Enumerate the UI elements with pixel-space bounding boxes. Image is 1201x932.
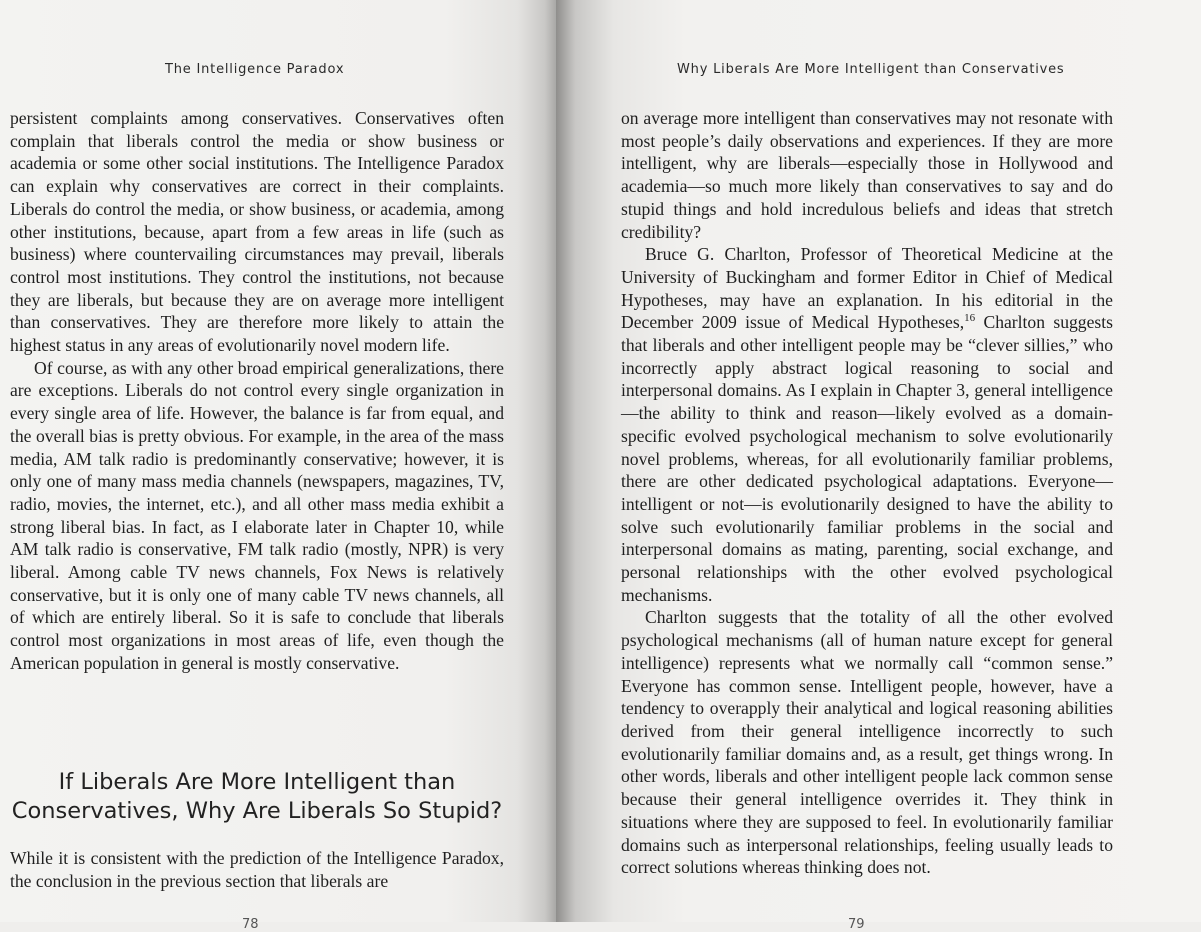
right-paragraph-3: Charlton suggests that the totality of all the other evolved psychological mechanisms (all of human nature except for general intelligence) represents what we normally call “common sense.” Everyone has common sense. Intelligent people, however, have a tendency to overapply their analytical and logical reasoning abilities derived from their general intelligence incorrectly to such evolutionarily familiar domains and, as a result, get things wrong. In other words, liberals and other intelligent people lack common sense because their general intelligence overrides it. They think in situations where they are supposed to feel. In evolutionarily familiar domains such as interpersonal relationships, feeling usually leads to correct solutions whereas thinking does not. (621, 607, 1113, 878)
running-head-left: The Intelligence Paradox (165, 62, 345, 77)
left-paragraph-3-text: While it is consistent with the prediction of the Intelligence Paradox, the conclusion in the previous section that liberals are (10, 848, 504, 891)
page-number-right: 79 (848, 917, 865, 932)
page-number-left: 78 (242, 917, 259, 932)
right-paragraph-2-part-a: Bruce G. Charlton, Professor of Theoretical Medicine at the University of Buckingham and former Editor in Chief of Medical Hypotheses, may have an explanation. In his editorial in the December 2009 issue of Medical Hypotheses, (621, 244, 1113, 333)
section-heading (10, 768, 504, 826)
left-paragraph-1: persistent complaints among conservatives. Conservatives often complain that liberals control the media or show business or academia or some other social institutions. The Intelligence Paradox can explain why conservatives are correct in their complaints. Liberals do control the media, or show business, or academia, among other institutions, because, apart from a few areas in life (such as business) where countervailing circumstances may prevail, liberals control most institutions. They control the institutions, not because they are liberals, but because they are on average more intelligent than conservatives. They are therefore more likely to attain the highest status in any areas of evolutionarily novel modern life. (10, 108, 504, 356)
right-paragraph-2-part-b: Charlton suggests that liberals and other intelligent people may be “clever sillies,” who incorrectly apply abstract logical reasoning to social and interpersonal domains. As I explain in Chapter 3, general intelligence—the ability to think and reason—likely evolved as a domain-specific evolved psychological mechanism to solve evolutionarily novel problems, whereas, for all evolutionarily familiar problems, there are other dedicated psychological adaptations. Everyone—intelligent or not—is evolutionarily designed to have the ability to solve such evolutionarily familiar problems in the social and interpersonal domains as mating, parenting, social exchange, and personal relationships with the other evolved psychological mechanisms. (621, 312, 1113, 605)
left-body-text (10, 107, 504, 675)
footnote-marker: 16 (964, 312, 976, 325)
right-body-text (621, 107, 1113, 879)
right-paragraph-2 (621, 243, 1113, 606)
section-heading-line-1: If Liberals Are More Intelligent than (58, 769, 456, 795)
left-page (0, 0, 556, 932)
right-paragraph-1: on average more intelligent than conservatives may not resonate with most people’s daily observations and experiences. If they are more intelligent, why are liberals—especially those in Hollywood and academia—so much more likely than conservatives to say and do stupid things and hold incredulous beliefs and ideas that stretch credibility? (621, 108, 1113, 242)
left-paragraph-2: Of course, as with any other broad empirical generalizations, there are exceptions. Liberals do not control every single organization in every single area of life. However, the balance is far from equal, and the overall bias is pretty obvious. For example, in the area of the mass media, AM talk radio is predominantly conservative; however, it is only one of many mass media channels (newspapers, magazines, TV, radio, movies, the internet, etc.), and all other mass media exhibit a strong liberal bias. In fact, as I elaborate later in Chapter 10, while AM talk radio is conservative, FM talk radio (mostly, NPR) is very liberal. Among cable TV news channels, Fox News is relatively conservative, but it is only one of many cable TV news channels, all of which are entirely liberal. So it is safe to conclude that liberals control most organizations in most areas of life, even though the American population in general is mostly conservative. (10, 357, 504, 673)
left-paragraph-3 (10, 847, 504, 892)
right-page (556, 0, 1201, 932)
section-heading-line-2: Conservatives, Why Are Liberals So Stupid? (11, 798, 503, 824)
running-head-right: Why Liberals Are More Intelligent than Conservatives (677, 62, 1065, 77)
